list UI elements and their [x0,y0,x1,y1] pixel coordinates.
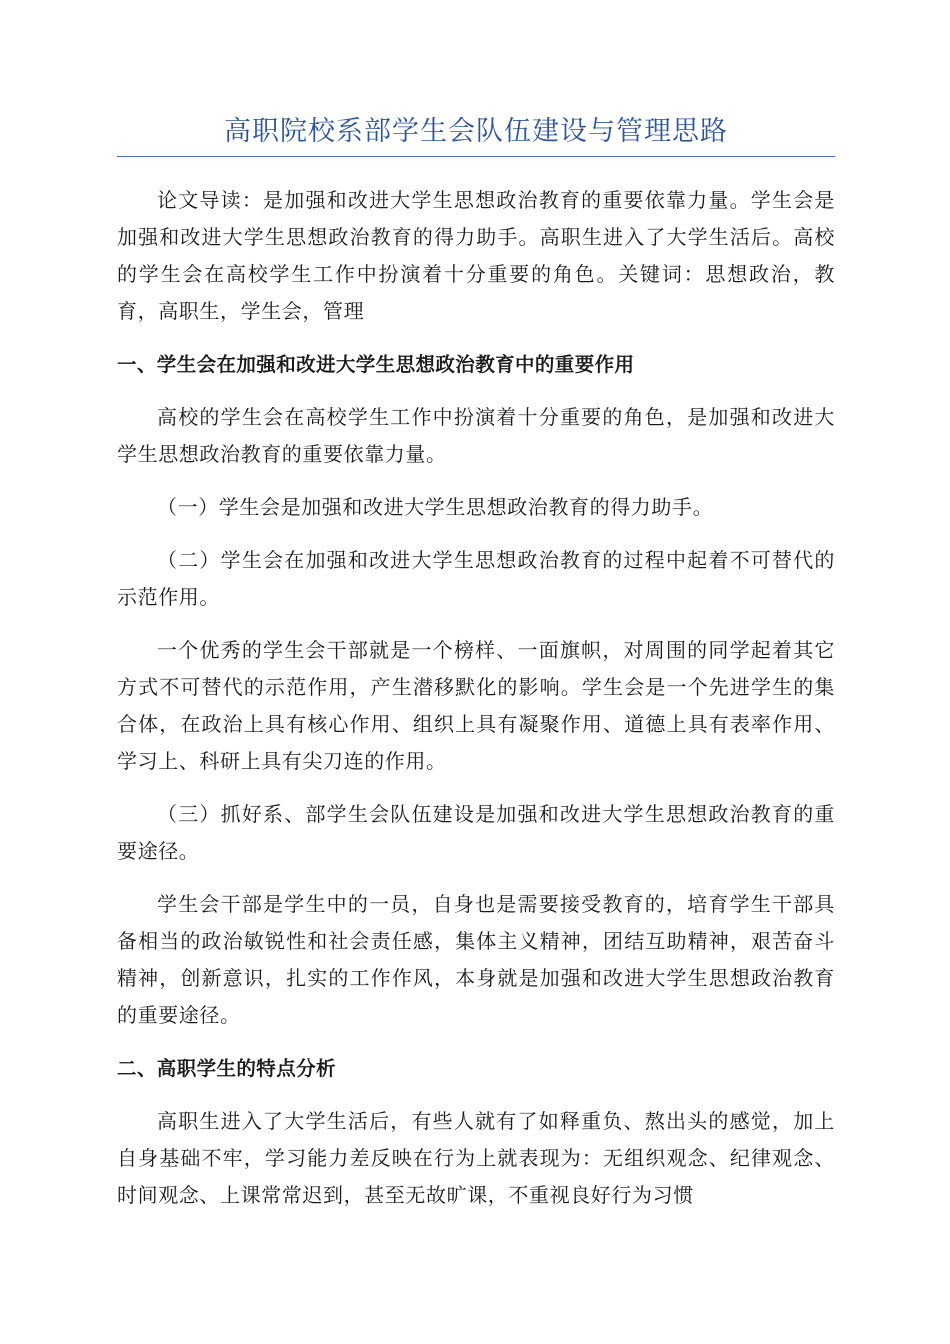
subsection-heading-1: （一）学生会是加强和改进大学生思想政治教育的得力助手。 [157,495,714,519]
subsection-heading-3: （三）抓好系、部学生会队伍建设是加强和改进大学生思想政治教育的重要途径。 [117,802,835,863]
body-paragraph: 一个优秀的学生会干部就是一个榜样、一面旗帜，对周围的同学起着其它方式不可替代的示范作用，产生潜移默化的影响。学生会是一个先进学生的集合体，在政治上具有核心作用、组织上具有凝聚作用、道德上具有表率作用、学习上、科研上具有尖刀连的作用。 [117,638,835,773]
spacer [117,780,835,796]
spacer [117,330,835,346]
body-paragraph: 高校的学生会在高校学生工作中扮演着十分重要的角色，是加强和改进大学生思想政治教育的重要依靠力量。 [117,405,835,466]
title-spacer [117,157,835,182]
document-title: 高职院校系部学生会队伍建设与管理思路 [117,110,835,157]
spacer [117,1087,835,1103]
section-heading-1: 一、学生会在加强和改进大学生思想政治教育中的重要作用 [117,353,635,376]
spacer [117,383,835,399]
spacer [117,526,835,542]
spacer [117,616,835,632]
section-heading-2: 二、高职学生的特点分析 [117,1057,336,1080]
subsection-heading-2: （二）学生会在加强和改进大学生思想政治教育的过程中起着不可替代的示范作用。 [117,548,835,609]
abstract-paragraph: 论文导读：是加强和改进大学生思想政治教育的重要依靠力量。学生会是加强和改进大学生思想政治教育的得力助手。高职生进入了大学生活后。高校的学生会在高校学生工作中扮演着十分重要的角色。关键词：思想政治，教育，高职生，学生会，管理 [117,188,835,323]
spacer [117,870,835,886]
body-paragraph: 高职生进入了大学生活后，有些人就有了如释重负、熬出头的感觉，加上自身基础不牢，学习能力差反映在行为上就表现为：无组织观念、纪律观念、时间观念、上课常常迟到，甚至无故旷课，不重视良好行为习惯 [117,1109,835,1207]
spacer [117,473,835,489]
body-paragraph: 学生会干部是学生中的一员，自身也是需要接受教育的，培育学生干部具备相当的政治敏锐性和社会责任感，集体主义精神，团结互助精神，艰苦奋斗精神，创新意识，扎实的工作作风，本身就是加强和改进大学生思想政治教育的重要途径。 [117,892,835,1027]
spacer [117,1034,835,1050]
document-page [117,110,835,1214]
